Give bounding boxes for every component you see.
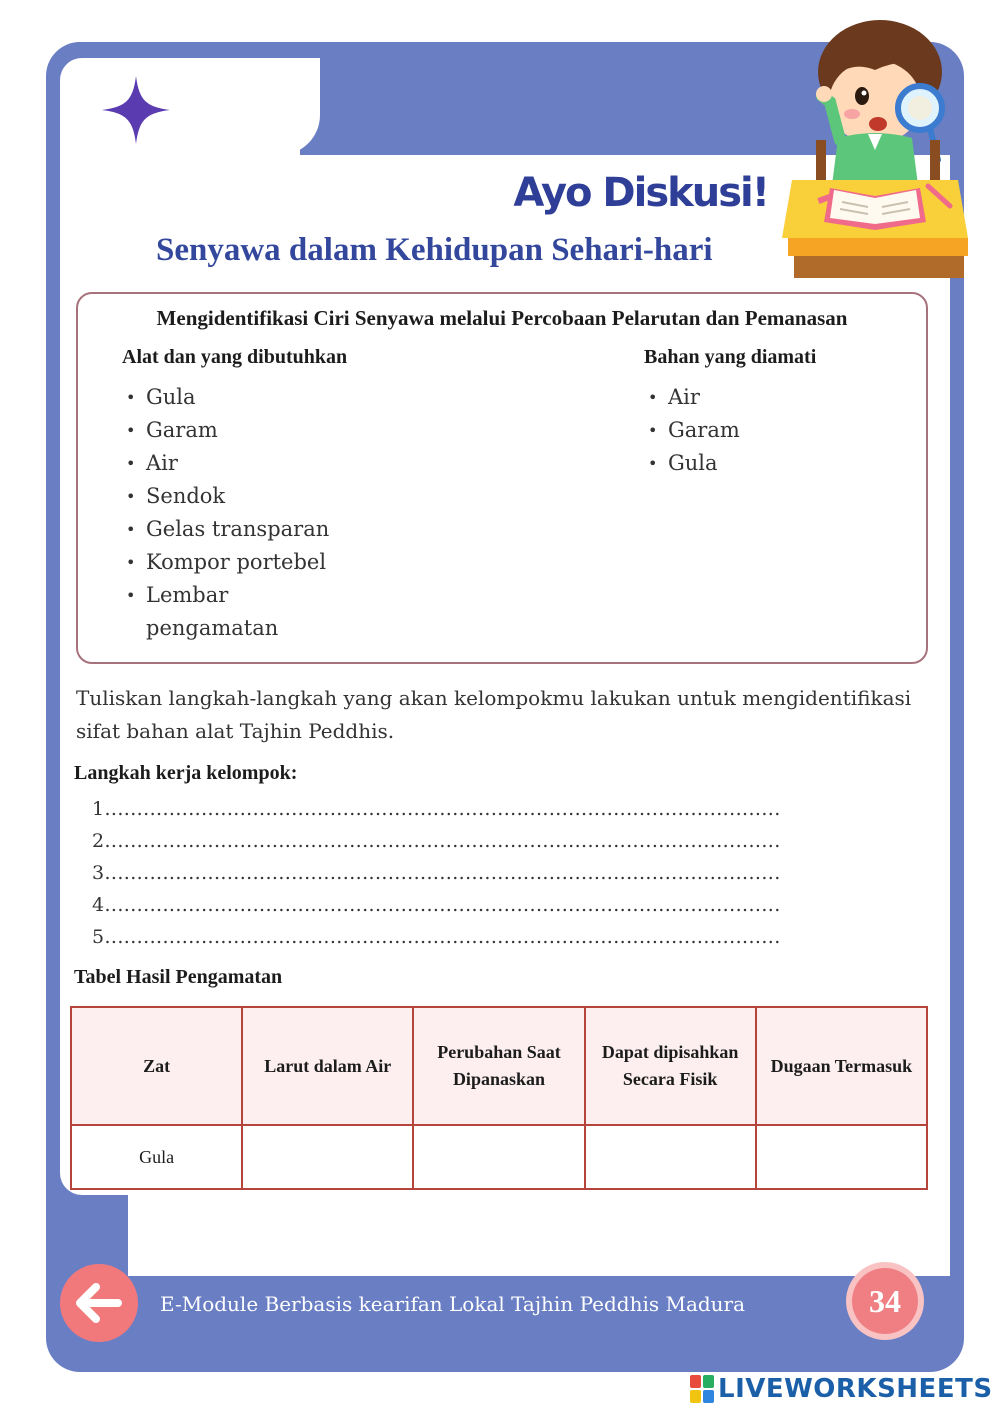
page-tab-curve (240, 58, 320, 155)
step-line[interactable]: 2......................................................................................................... (92, 830, 781, 852)
observed-list (644, 381, 740, 480)
materials-box (76, 292, 928, 664)
instruction-line-2: sifat bahan alat Tajhin Peddhis. (76, 719, 395, 743)
student-magnifier-illustration-icon (780, 10, 970, 285)
table-cell-input[interactable] (242, 1125, 413, 1189)
instruction-line-1: Tuliskan langkah-langkah yang akan kelompokmu lakukan untuk mengidentifikasi (76, 686, 912, 710)
table-header-cell: Larut dalam Air (242, 1007, 413, 1125)
table-header-cell: Zat (71, 1007, 242, 1125)
list-item: • Garam (122, 414, 329, 447)
materials-box-title: Mengidentifikasi Ciri Senyawa melalui Percobaan Pelarutan dan Pemanasan (156, 306, 848, 330)
page-number: 34 (852, 1268, 918, 1334)
content-sheet-bottom (128, 1190, 950, 1276)
list-item: • Garam (644, 414, 740, 447)
content-sheet-edge (930, 155, 950, 1275)
table-header-row (71, 1007, 927, 1125)
steps-title: Langkah kerja kelompok: (74, 762, 298, 784)
table-cell-input[interactable] (756, 1125, 927, 1189)
footer-module-title: E-Module Berbasis kearifan Lokal Tajhin Peddhis Madura (160, 1292, 746, 1316)
list-item: • Air (122, 447, 329, 480)
list-item: • Gula (122, 381, 329, 414)
list-item: • Sendok (122, 480, 329, 513)
table-header-cell: Perubahan Saat Dipanaskan (413, 1007, 584, 1125)
step-line[interactable]: 4......................................................................................................... (92, 894, 781, 916)
page-subtitle: Senyawa dalam Kehidupan Sehari-hari (156, 232, 713, 268)
page-title: Ayo Diskusi! (513, 170, 768, 216)
observation-table (70, 1006, 928, 1190)
table-header-cell: Dugaan Termasuk (756, 1007, 927, 1125)
list-item: • Air (644, 381, 740, 414)
list-item: • Gelas transparan (122, 513, 329, 546)
list-item: • Kompor portebel (122, 546, 329, 579)
liveworksheets-wordmark: LIVEWORKSHEETS (718, 1374, 993, 1404)
tools-heading: Alat dan yang dibutuhkan (122, 346, 348, 368)
arrow-left-icon (76, 1283, 122, 1323)
instruction-paragraph (76, 682, 928, 748)
list-item-continuation: pengamatan (146, 616, 279, 640)
list-item: • Gula (644, 447, 740, 480)
list-item: • Lembar (122, 579, 329, 612)
liveworksheets-logo[interactable] (690, 1374, 993, 1404)
table-row (71, 1125, 927, 1189)
observed-heading: Bahan yang diamati (644, 346, 817, 368)
liveworksheets-icon (690, 1375, 714, 1403)
table-title: Tabel Hasil Pengamatan (74, 966, 283, 988)
table-cell-input[interactable] (413, 1125, 584, 1189)
table-cell-substance: Gula (71, 1125, 242, 1189)
tools-list (122, 381, 329, 645)
page-number-badge (846, 1262, 924, 1340)
step-line[interactable]: 3......................................................................................................... (92, 862, 781, 884)
table-header-cell: Dapat dipisahkan Secara Fisik (585, 1007, 756, 1125)
step-line[interactable]: 1......................................................................................................... (92, 798, 781, 820)
step-line[interactable]: 5......................................................................................................... (92, 926, 781, 948)
steps-list (92, 793, 781, 953)
sparkle-star-icon (100, 74, 172, 146)
table-cell-input[interactable] (585, 1125, 756, 1189)
back-button[interactable] (60, 1264, 138, 1342)
